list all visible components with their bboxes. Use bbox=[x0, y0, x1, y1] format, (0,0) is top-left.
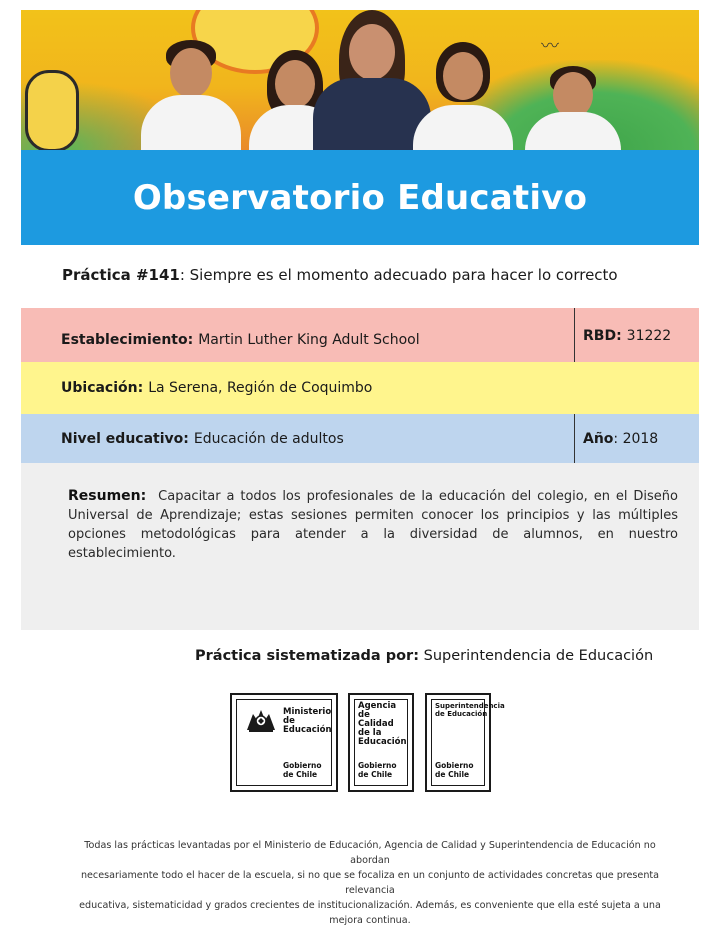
establecimiento-label: Establecimiento: bbox=[61, 332, 194, 348]
logo-agencia bbox=[348, 693, 414, 792]
ubicacion-label: Ubicación: bbox=[61, 380, 144, 396]
logo-agencia-gobierno: Gobierno de Chile bbox=[358, 761, 397, 779]
systematized-value: Superintendencia de Educación bbox=[423, 648, 654, 664]
anio-value: : 2018 bbox=[613, 430, 659, 447]
student-figure bbox=[413, 42, 513, 150]
nivel-value: Educación de adultos bbox=[193, 430, 344, 447]
practice-title: : Siempre es el momento adecuado para hacer lo correcto bbox=[179, 266, 618, 284]
establecimiento-cell bbox=[21, 308, 574, 362]
anio-cell bbox=[574, 414, 699, 463]
mural-bee bbox=[25, 70, 79, 150]
hero-photo bbox=[21, 10, 699, 150]
practice-number: Práctica #141 bbox=[62, 266, 180, 284]
footer-line: necesariamente todo el hacer de la escuela, si no que se focaliza en un conjunto de actividades concretas que presenta relevancia bbox=[80, 870, 660, 896]
establecimiento-row bbox=[21, 308, 699, 362]
summary-text: Capacitar a todos los profesionales de la educación del colegio, en el Diseño Universal de Aprendizaje; estas sesiones permiten conocer los principios y las múltiples opciones metodológicas para atender a la diversidad de alumnos, en nuestro establecimiento. bbox=[68, 489, 678, 561]
footer-line: educativa, sistematicidad y grados crecientes de institucionalización. Además, es conveniente que ella esté sujeta a una mejora continua. bbox=[79, 900, 661, 926]
ubicacion-cell bbox=[21, 362, 699, 414]
systematized-label: Práctica sistematizada por: bbox=[195, 648, 420, 664]
chile-coat-of-arms-icon bbox=[243, 706, 279, 734]
nivel-cell bbox=[21, 414, 574, 463]
establecimiento-value: Martin Luther King Adult School bbox=[198, 332, 420, 348]
logo-ministerio bbox=[230, 693, 338, 792]
title-band bbox=[21, 150, 699, 245]
footer-line: Todas las prácticas levantadas por el Ministerio de Educación, Agencia de Calidad y Superintendencia de Educación no abordan bbox=[84, 840, 656, 866]
nivel-row bbox=[21, 414, 699, 463]
summary-label: Resumen: bbox=[68, 488, 147, 504]
footer-disclaimer bbox=[70, 838, 670, 928]
systematized-by bbox=[195, 648, 653, 664]
rbd-label: RBD: bbox=[583, 328, 622, 344]
practice-heading bbox=[62, 266, 618, 284]
rbd-value: 31222 bbox=[626, 328, 672, 344]
mural-bird-icon: 〰 bbox=[541, 36, 559, 57]
logo-superintendencia-name: Superintendencia de Educación bbox=[435, 702, 505, 718]
nivel-label: Nivel educativo: bbox=[61, 430, 189, 447]
summary-paragraph bbox=[68, 487, 678, 563]
page-title: Observatorio Educativo bbox=[132, 177, 588, 218]
logo-superintendencia-gobierno: Gobierno de Chile bbox=[435, 761, 474, 779]
student-figure bbox=[525, 66, 621, 150]
logo-ministerio-name: Ministerio de Educación bbox=[283, 707, 332, 735]
ubicacion-value: La Serena, Región de Coquimbo bbox=[148, 380, 373, 396]
anio-label: Año bbox=[583, 430, 614, 447]
logo-superintendencia bbox=[425, 693, 505, 792]
ubicacion-row bbox=[21, 362, 699, 414]
logo-agencia-name: Agencia de Calidad de la Educación bbox=[358, 701, 407, 747]
logo-ministerio-gobierno: Gobierno de Chile bbox=[283, 761, 322, 779]
summary-box bbox=[21, 463, 699, 630]
student-figure bbox=[141, 40, 241, 150]
rbd-cell bbox=[574, 308, 699, 362]
